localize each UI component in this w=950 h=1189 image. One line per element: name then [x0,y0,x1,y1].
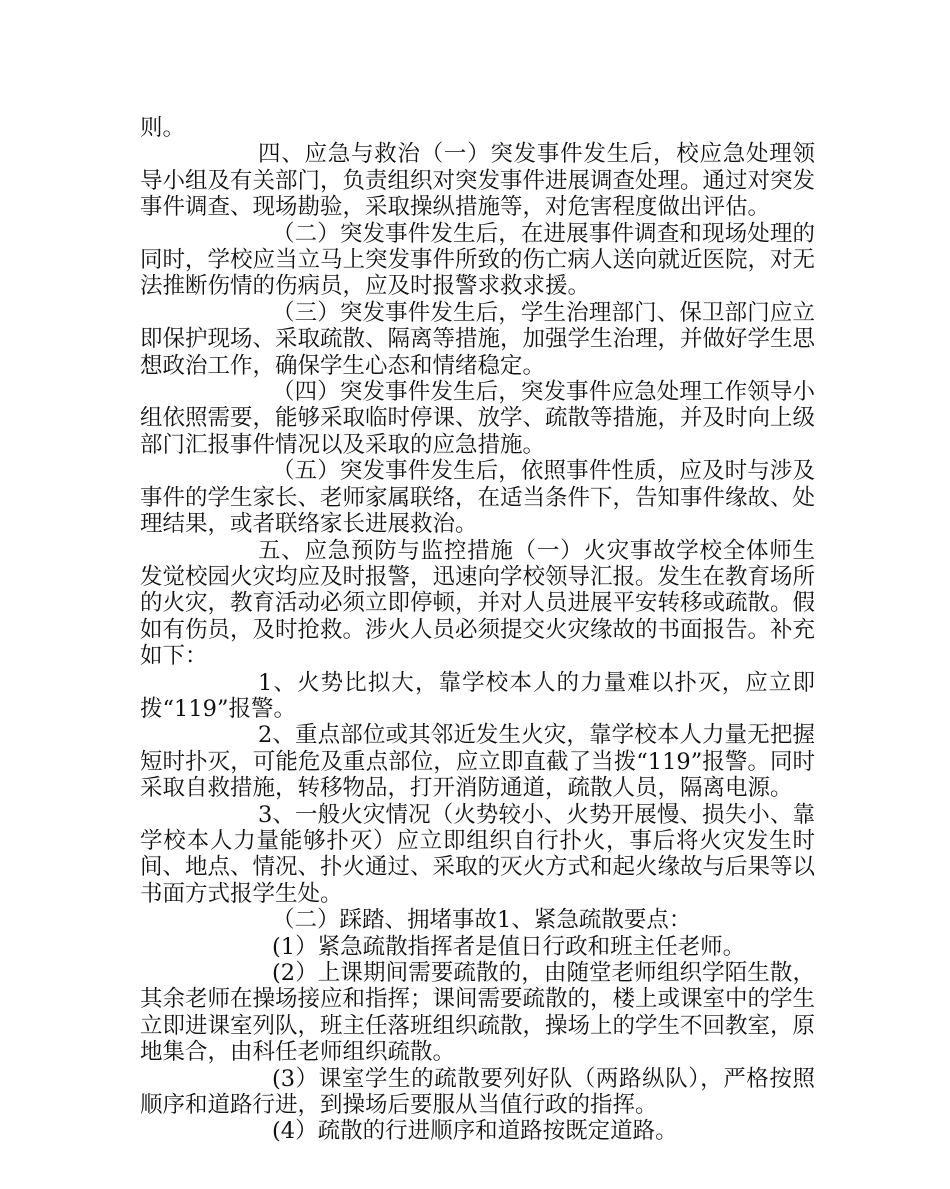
paragraph-9: 2、重点部位或其邻近发生火灾，靠学校本人力量无把握短时扑灭，可能危及重点部位，应立即直截了当拨“119”报警。同时采取自救措施，转移物品，打开消防通道，疏散人员，隔离电源。 [140,722,815,802]
paragraph-10: 3、一般火灾情况（火势较小、火势开展慢、损失小、靠学校本人力量能够扑灭）应立即组织自行扑火，事后将火灾发生时间、地点、情况、扑火通过、采取的灭火方式和起火缘故与后果等以书面方式报学生处。 [140,801,816,907]
document-page [140,115,815,1145]
paragraph-4: （三）突发事件发生后，学生治理部门、保卫部门应立即保护现场、采取疏散、隔离等措施，加强学生治理，并做好学生思想政治工作，确保学生心态和情绪稳定。 [140,299,816,379]
paragraph-1: 则。 [140,115,186,141]
paragraph-12: (1）紧急疏散指挥者是值日行政和班主任老师。 [272,933,746,960]
paragraph-2: 四、应急与救治（一）突发事件发生后，校应急处理领导小组及有关部门，负责组织对突发事件进展调查处理。通过对突发事件调查、现场勘验，采取操纵措施等，对危害程度做出评估。 [140,141,816,221]
paragraph-7: 五、应急预防与监控措施（一）火灾事故学校全体师生发觉校园火灾均应及时报警，迅速向学校领导汇报。发生在教育场所的火灾，教育活动必须立即停顿，并对人员进展平安转移或疏散。假如有伤员，及时抢救。涉火人员必须提交火灾缘故的书面报告。补充如下： [140,537,816,670]
paragraph-3: （二）突发事件发生后，在进展事件调查和现场处理的同时，学校应当立马上突发事件所致的伤亡病人送向就近医院，对无法推断伤情的伤病员，应及时报警求救求援。 [140,220,816,300]
paragraph-11: （二）踩踏、拥堵事故1、紧急疏散要点： [272,907,692,934]
paragraph-15: (4）疏散的行进顺序和道路按既定道路。 [272,1118,678,1145]
paragraph-14: (3）课室学生的疏散要列好队（两路纵队），严格按照顺序和道路行进，到操场后要服从当值行政的指挥。 [140,1065,815,1119]
paragraph-8: 1、火势比拟大，靠学校本人的力量难以扑灭，应立即拨“119”报警。 [140,669,815,722]
paragraph-13: (2）上课期间需要疏散的，由随堂老师组织学陌生散，其余老师在操场接应和指挥；课间需要疏散的，楼上或课室中的学生立即进课室列队，班主任落班组织疏散，操场上的学生不回教室，原地集合，由科任老师组织疏散。 [140,960,816,1066]
paragraph-6: （五）突发事件发生后，依照事件性质，应及时与涉及事件的学生家长、老师家属联络，在适当条件下，告知事件缘故、处理结果，或者联络家长进展救治。 [140,458,816,538]
paragraph-5: （四）突发事件发生后，突发事件应急处理工作领导小组依照需要，能够采取临时停课、放学、疏散等措施，并及时向上级部门汇报事件情况以及采取的应急措施。 [140,379,816,458]
